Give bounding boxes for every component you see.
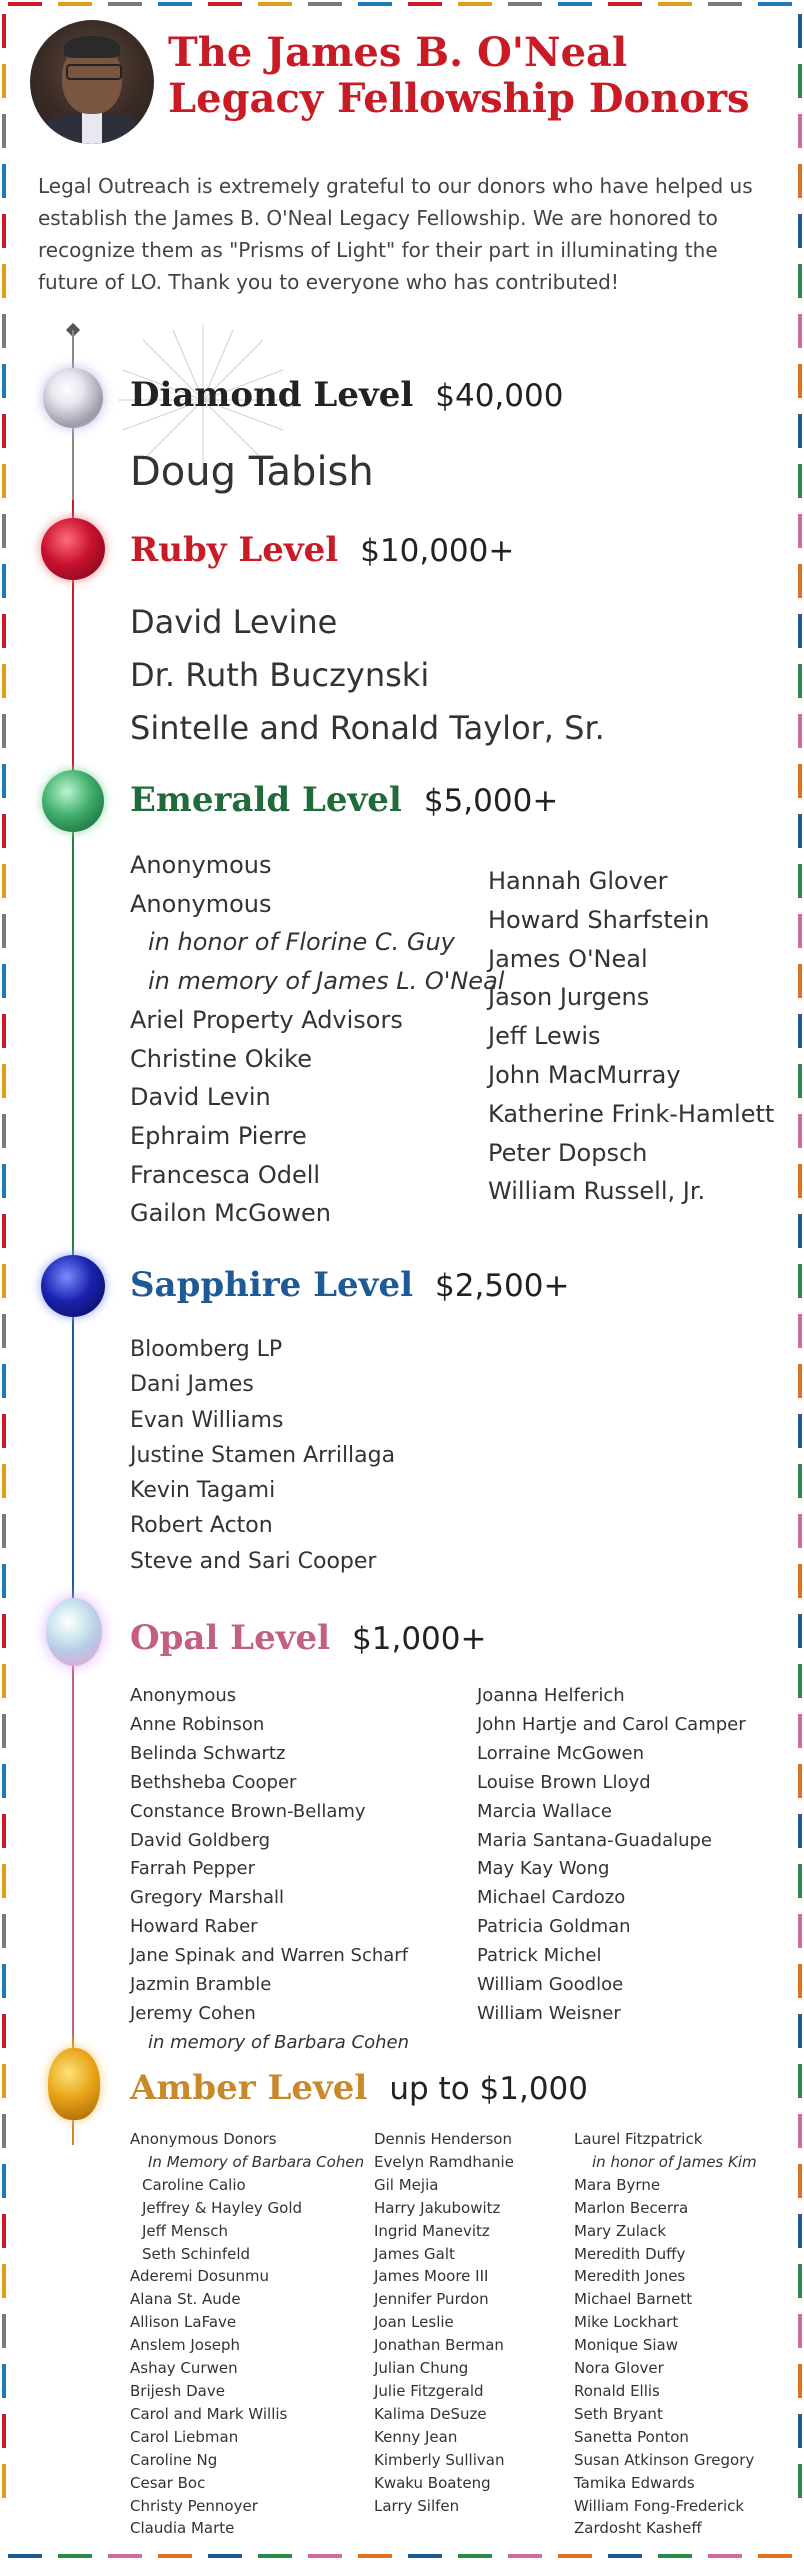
donor-name: Gregory Marshall	[130, 1887, 285, 1909]
border-dash	[2, 1614, 6, 1648]
border-dash	[798, 714, 802, 748]
border-dash	[2, 2464, 6, 2498]
border-dash	[798, 1414, 802, 1448]
border-dash	[798, 2264, 802, 2298]
donor-name: Sintelle and Ronald Taylor, Sr.	[130, 709, 605, 747]
donor-name: Kalima DeSuze	[374, 2404, 487, 2423]
donor-name: Anne Robinson	[130, 1713, 265, 1735]
border-dash	[2, 2264, 6, 2298]
donor-name: Kwaku Boateng	[374, 2473, 491, 2492]
donor-name: James Moore III	[374, 2267, 489, 2286]
border-dash	[798, 1864, 802, 1898]
border-dash	[798, 864, 802, 898]
donor-name: Jeremy Cohen	[130, 2002, 256, 2024]
border-dash	[2, 1214, 6, 1248]
donor-name: Meredith Jones	[574, 2267, 686, 2286]
donor-name: Jason Jurgens	[488, 983, 650, 1012]
donor-name: Sanetta Ponton	[574, 2427, 689, 2446]
donor-name: Christy Pennoyer	[130, 2496, 258, 2515]
opal-level-amount: $1,000+	[352, 1621, 487, 1657]
border-dash	[798, 2014, 802, 2048]
donor-name: Marlon Becerra	[574, 2198, 689, 2217]
border-dash	[658, 2554, 692, 2558]
donor-name: Bethsheba Cooper	[130, 1771, 297, 1793]
ruby-gem-icon	[41, 518, 105, 580]
border-dash	[2, 864, 6, 898]
donor-name: Constance Brown-Bellamy	[130, 1800, 366, 1822]
sapphire-level-name: Sapphire Level	[130, 1265, 413, 1305]
border-dash	[798, 1514, 802, 1548]
border-dash	[158, 2, 192, 6]
donor-name: Meredith Duffy	[574, 2244, 686, 2263]
opal-gem-icon	[46, 1598, 102, 1666]
border-dash	[758, 2554, 792, 2558]
border-dash	[2, 64, 6, 98]
donor-name: Ronald Ellis	[574, 2381, 660, 2400]
emerald-level-amount: $5,000+	[423, 783, 559, 819]
donor-name: Ashay Curwen	[130, 2359, 238, 2378]
donor-name: Carol and Mark Willis	[130, 2404, 288, 2423]
donor-name: Mary Zulack	[574, 2221, 667, 2240]
ruby-level-amount: $10,000+	[360, 533, 515, 569]
donor-name: Jane Spinak and Warren Scharf	[130, 1945, 409, 1967]
emerald-level-heading	[130, 780, 558, 820]
border-dash	[2, 414, 6, 448]
border-dash	[658, 2, 692, 6]
border-dash	[798, 764, 802, 798]
donor-name: Michael Barnett	[574, 2290, 693, 2309]
donor-name: Robert Acton	[130, 1513, 273, 1539]
border-dash	[408, 2554, 442, 2558]
donor-name: Francesca Odell	[130, 1160, 321, 1189]
border-dash	[2, 1714, 6, 1748]
donor-name: in memory of James L. O'Neal	[148, 967, 505, 996]
border-dash	[798, 1964, 802, 1998]
border-dash	[58, 2, 92, 6]
donor-name: Joan Leslie	[374, 2313, 454, 2332]
diamond-level-amount: $40,000	[435, 378, 564, 414]
donor-name: Anonymous	[130, 851, 272, 879]
donor-name: Carol Liebman	[130, 2427, 239, 2446]
border-dash	[798, 1914, 802, 1948]
donor-name: Aderemi Dosunmu	[130, 2267, 270, 2286]
donor-name: Evan Williams	[130, 1407, 284, 1433]
border-dash	[798, 1714, 802, 1748]
donor-name: Anonymous	[130, 1685, 237, 1706]
donor-name: David Levine	[130, 603, 338, 641]
opal-level-heading	[130, 1618, 486, 1658]
border-dash	[798, 814, 802, 848]
border-dash	[2, 664, 6, 698]
donor-name: Tamika Edwards	[574, 2473, 695, 2492]
border-dash	[798, 1764, 802, 1798]
donor-name: Ephraim Pierre	[130, 1121, 307, 1150]
border-dash	[2, 1364, 6, 1398]
border-dash	[2, 2214, 6, 2248]
donor-name: Evelyn Ramdhanie	[374, 2152, 514, 2171]
border-dash	[798, 414, 802, 448]
border-dash	[2, 114, 6, 148]
donor-name: John MacMurray	[488, 1060, 681, 1089]
border-dash	[798, 264, 802, 298]
donor-name: Anonymous	[130, 889, 272, 918]
donor-name: Jeff Lewis	[488, 1022, 601, 1051]
page-title	[168, 30, 788, 122]
border-dash	[708, 2554, 742, 2558]
donor-name: Patricia Goldman	[477, 1916, 631, 1938]
sapphire-level-heading	[130, 1265, 569, 1305]
border-dash	[798, 1064, 802, 1098]
border-dash	[798, 314, 802, 348]
border-dash	[798, 664, 802, 698]
border-dash	[558, 2554, 592, 2558]
donor-name: Kimberly Sullivan	[374, 2450, 505, 2469]
donor-name: Hannah Glover	[488, 867, 668, 895]
border-dash	[798, 514, 802, 548]
border-dash	[2, 464, 6, 498]
donor-name: David Levin	[130, 1083, 271, 1112]
border-dash	[798, 2414, 802, 2448]
border-dash	[308, 2554, 342, 2558]
border-dash	[798, 1564, 802, 1598]
donor-name: May Kay Wong	[477, 1858, 610, 1880]
opal-donor-list-col1	[130, 1682, 409, 2058]
border-dash	[2, 514, 6, 548]
border-dash	[158, 2554, 192, 2558]
amber-level-name: Amber Level	[130, 2068, 368, 2108]
border-dash	[208, 2554, 242, 2558]
border-dash	[2, 764, 6, 798]
donor-name: Laurel Fitzpatrick	[574, 2130, 703, 2148]
donor-name: Alana St. Aude	[130, 2290, 241, 2309]
border-dash	[2, 1914, 6, 1948]
emerald-level-name: Emerald Level	[130, 780, 402, 820]
border-dash	[798, 964, 802, 998]
donor-name: Harry Jakubowitz	[374, 2198, 501, 2217]
donor-name: Howard Raber	[130, 1916, 258, 1938]
diamond-gem-icon	[43, 368, 103, 428]
border-dash	[2, 164, 6, 198]
border-dash	[58, 2554, 92, 2558]
border-dash	[2, 1814, 6, 1848]
donor-name: Julie Fitzgerald	[374, 2381, 484, 2400]
border-dash	[2, 1264, 6, 1298]
border-dash	[2, 1964, 6, 1998]
donor-name: Belinda Schwartz	[130, 1742, 286, 1764]
donor-name: Maria Santana-Guadalupe	[477, 1829, 713, 1851]
donor-name: Kevin Tagami	[130, 1478, 276, 1504]
donor-name: Nora Glover	[574, 2359, 664, 2378]
border-dash	[798, 464, 802, 498]
amber-donor-list-col3	[574, 2128, 757, 2540]
border-dash	[8, 2554, 42, 2558]
border-dash	[798, 2164, 802, 2198]
border-dash	[2, 1564, 6, 1598]
border-dash	[2, 1864, 6, 1898]
border-dash	[798, 2064, 802, 2098]
border-dash	[2, 2064, 6, 2098]
donor-name: Larry Silfen	[374, 2496, 460, 2515]
amber-donor-list-col1	[130, 2128, 364, 2540]
border-dash	[408, 2, 442, 6]
donor-name: David Goldberg	[130, 1829, 271, 1851]
border-dash	[2, 1764, 6, 1798]
donor-name: Jennifer Purdon	[374, 2290, 489, 2309]
border-dash	[798, 1214, 802, 1248]
border-dash	[798, 114, 802, 148]
border-dash	[798, 564, 802, 598]
donor-name: Farrah Pepper	[130, 1858, 255, 1880]
border-dash	[2, 1514, 6, 1548]
donor-name: Justine Stamen Arrillaga	[130, 1442, 396, 1468]
border-dash	[2, 714, 6, 748]
sapphire-donor-list	[130, 1332, 395, 1579]
portrait-photo	[30, 20, 154, 144]
diamond-level-heading	[130, 375, 563, 415]
border-dash	[358, 2, 392, 6]
border-dash	[2, 264, 6, 298]
emerald-donor-list-col2	[488, 862, 774, 1211]
donor-name: Anonymous Donors	[130, 2130, 277, 2148]
donor-name: Jonathan Berman	[374, 2336, 504, 2355]
border-dash	[608, 2554, 642, 2558]
border-dash	[508, 2554, 542, 2558]
donor-name: Gil Mejia	[374, 2175, 439, 2194]
border-dash	[798, 364, 802, 398]
donor-name: Jazmin Bramble	[130, 1974, 272, 1996]
title-line-1: The James B. O'Neal	[168, 29, 628, 76]
border-dash	[8, 2, 42, 6]
donor-name: Katherine Frink-Hamlett	[488, 1099, 775, 1128]
amber-level-amount: up to $1,000	[389, 2071, 588, 2107]
border-dash	[2, 2314, 6, 2348]
border-dash	[558, 2, 592, 6]
border-dash	[2, 964, 6, 998]
donor-name: William Russell, Jr.	[488, 1177, 706, 1206]
donor-name: Mike Lockhart	[574, 2313, 679, 2332]
border-dash	[798, 2464, 802, 2498]
border-dash	[2, 2164, 6, 2198]
donor-name: Caroline Ng	[130, 2450, 218, 2469]
border-dash	[2, 564, 6, 598]
donor-name: Lorraine McGowen	[477, 1742, 645, 1764]
donor-name: William Goodloe	[477, 1974, 624, 1996]
donor-name: Howard Sharfstein	[488, 905, 710, 934]
donor-name: Gailon McGowen	[130, 1199, 331, 1228]
timeline-segment-emerald	[72, 770, 74, 1275]
border-dash	[508, 2, 542, 6]
border-dash	[798, 214, 802, 248]
border-dash	[308, 2, 342, 6]
border-dash	[2, 1464, 6, 1498]
border-dash	[2, 14, 6, 48]
border-dash	[2, 1014, 6, 1048]
donor-name: Jeff Mensch	[142, 2221, 229, 2240]
donor-name: Dani James	[130, 1372, 254, 1398]
border-dash	[798, 914, 802, 948]
border-dash	[2, 1314, 6, 1348]
border-dash	[2, 614, 6, 648]
border-dash	[2, 1414, 6, 1448]
border-dash	[2, 2014, 6, 2048]
donor-name: Brijesh Dave	[130, 2381, 225, 2400]
border-dash	[798, 1314, 802, 1348]
border-dash	[798, 2214, 802, 2248]
intro-paragraph: Legal Outreach is extremely grateful to our donors who have helped us establish the James B. O'Neal Legacy Fellowship. We are honored to recognize them as "Prisms of Light" for their part in illuminating the future of LO. Thank you to everyone who has contributed!	[38, 174, 753, 294]
donor-name: Seth Bryant	[574, 2404, 663, 2423]
border-dash	[358, 2554, 392, 2558]
border-dash	[2, 2364, 6, 2398]
border-dash	[2, 1064, 6, 1098]
donor-name: Seth Schinfeld	[142, 2244, 251, 2263]
ruby-level-name: Ruby Level	[130, 530, 339, 570]
border-dash	[798, 614, 802, 648]
donor-name: Zardosht Kasheff	[574, 2519, 702, 2538]
donor-name: Claudia Marte	[130, 2519, 235, 2538]
donor-name: Bloomberg LP	[130, 1337, 283, 1362]
border-dash	[2, 214, 6, 248]
donor-name: William Weisner	[477, 2002, 621, 2024]
donor-name: Kenny Jean	[374, 2427, 458, 2446]
title-line-2: Legacy Fellowship Donors	[168, 75, 750, 122]
border-dash	[208, 2, 242, 6]
donor-name: Michael Cardozo	[477, 1887, 626, 1909]
border-dash	[798, 1364, 802, 1398]
donor-name: John Hartje and Carol Camper	[477, 1713, 746, 1735]
donor-name: Ingrid Manevitz	[374, 2221, 490, 2240]
border-dash	[2, 1114, 6, 1148]
border-dash	[798, 1814, 802, 1848]
border-dash	[798, 1614, 802, 1648]
donor-name: James Galt	[374, 2244, 455, 2263]
border-dash	[2, 2414, 6, 2448]
border-dash	[798, 2314, 802, 2348]
border-dash	[258, 2554, 292, 2558]
donor-name: Marcia Wallace	[477, 1800, 612, 1822]
donor-name: Caroline Calio	[142, 2175, 246, 2194]
border-dash	[798, 1014, 802, 1048]
donor-name: Julian Chung	[374, 2359, 469, 2378]
border-dash	[798, 1164, 802, 1198]
donor-name: Steve and Sari Cooper	[130, 1548, 377, 1574]
amber-gem-icon	[48, 2048, 100, 2120]
donor-name: in honor of James Kim	[592, 2152, 757, 2171]
border-dash	[458, 2554, 492, 2558]
border-dash	[798, 64, 802, 98]
donor-name: Monique Siaw	[574, 2336, 678, 2355]
border-dash	[2, 914, 6, 948]
donor-name: Christine Okike	[130, 1044, 312, 1073]
donor-name: Allison LaFave	[130, 2313, 237, 2332]
ruby-level-heading	[130, 530, 514, 570]
opal-donor-list-col2	[477, 1682, 746, 2029]
ruby-donor-list	[130, 596, 605, 755]
border-dash	[2, 2114, 6, 2148]
border-dash	[108, 2554, 142, 2558]
donor-name: Dennis Henderson	[374, 2130, 512, 2148]
border-dash	[2, 314, 6, 348]
border-dash	[2, 1164, 6, 1198]
diamond-donor-list	[130, 446, 374, 498]
border-dash	[798, 1114, 802, 1148]
donor-name: Susan Atkinson Gregory	[574, 2450, 755, 2469]
donor-name: James O'Neal	[488, 944, 648, 973]
border-dash	[798, 1464, 802, 1498]
border-dash	[798, 2114, 802, 2148]
border-dash	[798, 1664, 802, 1698]
border-dash	[608, 2, 642, 6]
border-dash	[798, 164, 802, 198]
border-dash	[708, 2, 742, 6]
donor-name: Mara Byrne	[574, 2175, 661, 2194]
donor-name: Patrick Michel	[477, 1945, 602, 1967]
donor-name: Peter Dopsch	[488, 1138, 648, 1167]
emerald-donor-list-col1	[130, 846, 504, 1233]
emerald-gem-icon	[42, 770, 104, 832]
donor-name: in memory of Barbara Cohen	[148, 2031, 409, 2053]
donor-name: William Fong-Frederick	[574, 2496, 745, 2515]
border-dash	[458, 2, 492, 6]
donor-name: in honor of Florine C. Guy	[148, 928, 455, 957]
donor-name: Louise Brown Lloyd	[477, 1771, 651, 1793]
donor-name: Jeffrey & Hayley Gold	[142, 2198, 303, 2217]
border-dash	[798, 14, 802, 48]
donor-name: Cesar Boc	[130, 2473, 206, 2492]
donor-name: Anslem Joseph	[130, 2336, 241, 2355]
amber-donor-list-col2	[374, 2128, 514, 2517]
border-dash	[2, 364, 6, 398]
diamond-level-name: Diamond Level	[130, 375, 414, 415]
sapphire-gem-icon	[41, 1255, 105, 1317]
sapphire-level-amount: $2,500+	[435, 1268, 570, 1304]
donor-name: In Memory of Barbara Cohen	[148, 2152, 365, 2171]
border-dash	[2, 1664, 6, 1698]
donor-name: Joanna Helferich	[477, 1685, 625, 1706]
timeline-segment-sapphire	[72, 1275, 74, 1605]
border-dash	[2, 814, 6, 848]
donor-name: Ariel Property Advisors	[130, 1005, 403, 1034]
border-dash	[798, 2364, 802, 2398]
border-dash	[108, 2, 142, 6]
border-dash	[798, 1264, 802, 1298]
donor-name: Doug Tabish	[130, 449, 374, 495]
donor-name: Dr. Ruth Buczynski	[130, 656, 430, 694]
opal-level-name: Opal Level	[130, 1618, 331, 1658]
border-dash	[758, 2, 792, 6]
timeline-segment-opal	[72, 1605, 74, 2035]
amber-level-heading	[130, 2068, 588, 2108]
border-dash	[258, 2, 292, 6]
